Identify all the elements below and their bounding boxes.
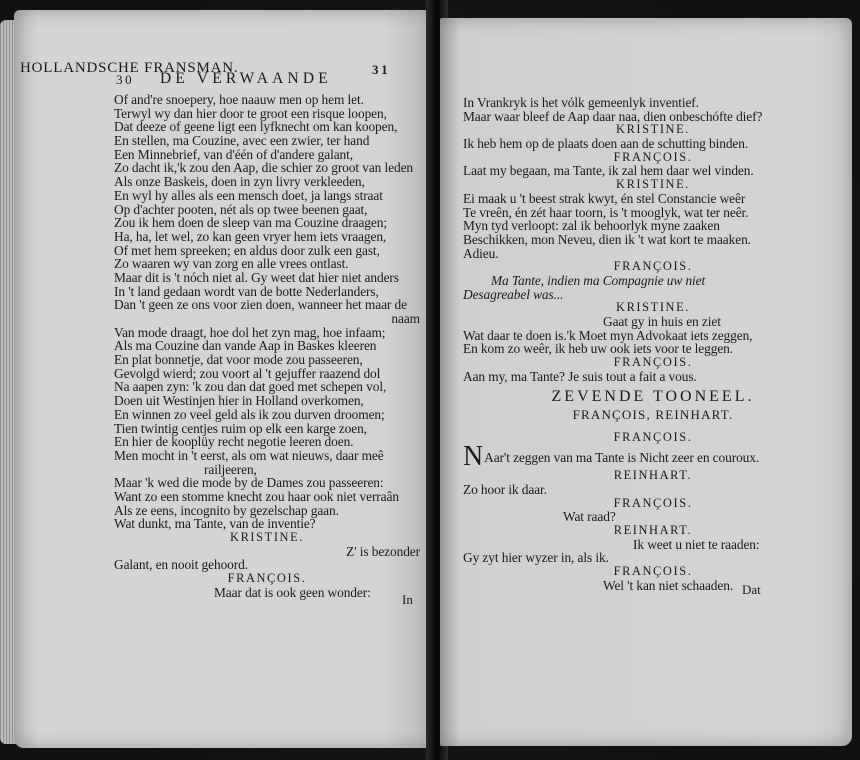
dialogue-line: Wel 't kan niet schaaden.	[603, 577, 734, 593]
text-line: Wat dunkt, ma Tante, van de inventie?	[114, 516, 316, 532]
speaker-name: FRANÇOIS.	[227, 571, 307, 586]
dialogue-line: Ma Tante, indien ma Compagnie uw niet	[491, 272, 706, 288]
text-line: Maar 'k wed die mode by de Dames zou passeeren:	[114, 475, 384, 491]
text-line: Van mode draagt, hoe dol het zyn mag, hoe infaam;	[114, 324, 386, 340]
dialogue-line: Zo hoor ik daar.	[463, 481, 547, 497]
text-line: In 't land gedaan wordt van de botte Nederlanders,	[114, 283, 379, 299]
right-page-number: 31	[372, 62, 391, 77]
dialogue-line: Ik weet u niet te raaden:	[633, 536, 760, 552]
text-line: Ha, ha, let wel, zo kan geen vryer hem iets vraagen,	[114, 228, 387, 244]
dialogue-line: Laat my begaan, ma Tante, ik zal hem daar wel vinden.	[463, 163, 754, 179]
right-running-head: HOLLANDSCHE FRANSMAN.	[20, 60, 239, 76]
dialogue-line: Aan my, ma Tante? Je suis tout a fait a vous.	[463, 368, 697, 384]
text-line: Zo waaren wy van zorg en alle vrees ontlast.	[114, 256, 349, 272]
text-line: Terwyl wy dan hier door te groot een risque loopen,	[114, 105, 387, 121]
dialogue-line: En kom zo weêr, ik heb uw ook iets voor te leggen.	[463, 341, 734, 357]
dialogue-line: Ei maak u 't beest strak kwyt, én stel Constancie weêr	[463, 190, 746, 206]
dialogue-line: Galant, en nooit gehoord.	[114, 557, 248, 573]
text-line: Men mocht in 't eerst, als om wat nieuws, daar meê	[114, 447, 384, 463]
left-page-text	[114, 93, 420, 599]
dialogue-line: Z' is bezonder	[346, 543, 420, 559]
dialogue-line: Te vreên, én zét haar toorn, is 't mooglyk, wat ter neêr.	[463, 204, 749, 220]
dialogue-line: Wat raad?	[563, 509, 616, 525]
text-line: En wyl hy alles als een mensch doet, ja langs straat	[114, 187, 383, 203]
right-page-text	[463, 96, 843, 592]
speaker-name: FRANÇOIS.	[613, 355, 693, 370]
text-line: En plat bonnetje, dat voor mode zou passeeren,	[114, 352, 363, 368]
dialogue-line: Aar't zeggen van ma Tante is Nicht zeer en couroux.	[484, 450, 760, 466]
speaker-name: KRISTINE.	[616, 122, 690, 137]
dialogue-line: Wat daar te doen is.'k Moet myn Advokaat iets zeggen,	[463, 327, 753, 343]
right-catchword: Dat	[742, 582, 761, 597]
text-line: Zo dacht ik,'k zou den Aap, die schier zo groot van leden	[114, 160, 414, 176]
text-line: Gevolgd wierd; zou voort al 't gejuffer raazend dol	[114, 365, 381, 381]
text-line: Een Minnebrief, van d'één of d'andere galant,	[114, 146, 354, 162]
left-running-head: DE VERWAANDE	[160, 70, 332, 87]
text-line-runover: railjeeren,	[204, 461, 257, 477]
dialogue-line: Desagreabel was...	[463, 286, 564, 302]
left-page-number: 30	[116, 72, 135, 87]
speaker-name: FRANÇOIS.	[613, 259, 693, 274]
text-line: Zou ik hem doen de sleep van ma Couzine draagen;	[114, 215, 387, 231]
text-line: In Vrankryk is het vólk gemeenlyk inventief.	[463, 95, 699, 110]
dialogue-line: Ik heb hem op de plaats doen aan de schutting binden.	[463, 136, 749, 152]
text-line: En winnen zo veel geld als ik zou durven droomen;	[114, 406, 385, 422]
text-line: Of and're snoepery, hoe naauw men op hem let.	[114, 92, 364, 107]
speaker-name: REINHART.	[613, 522, 693, 537]
text-line: Of met hem spreeken; en aldus door zulk een gast,	[114, 242, 380, 258]
text-line: Dan 't geen ze ons voor zien doen, wanneer het maar de	[114, 297, 407, 313]
dialogue-line: Beschikken, mon Neveu, dien ik 't wat kort te maaken.	[463, 231, 751, 247]
dialogue-line: Maar dat is ook geen wonder:	[214, 584, 371, 600]
speaker-name: FRANÇOIS.	[613, 563, 693, 578]
text-line: En hier de kooplüy recht negotie leeren doen.	[114, 434, 354, 450]
text-line: Als ma Couzine dan vande Aap in Baskes kleeren	[114, 338, 377, 354]
speaker-name: REINHART.	[613, 468, 693, 483]
dialogue-line-dropcap	[463, 441, 843, 473]
speaker-name: KRISTINE.	[616, 300, 690, 315]
text-line: Dat deeze of geene ligt een lyfknecht om kan koopen,	[114, 119, 398, 135]
text-line: Want zo een stomme knecht zou haar ook niet verraân	[114, 488, 399, 504]
text-line-runover: naam	[391, 311, 420, 326]
speaker-name: FRANÇOIS.	[613, 495, 693, 510]
speaker-name: FRANÇOIS.	[613, 430, 693, 445]
speaker-name: FRANÇOIS.	[613, 149, 693, 164]
text-line: Als onze Baskeis, doen in zyn livry verkleeden,	[114, 174, 365, 190]
dialogue-line: Gy zyt hier wyzer in, als ik.	[463, 550, 609, 566]
text-line: Op d'achter pooten, nét als op twee beenen gaat,	[114, 201, 368, 217]
dialogue-line: Myn tyd verloopt: zal ik behoorlyk myne zaaken	[463, 218, 720, 234]
text-line: Tien twintig centjes ruim op elk een karge zoen,	[114, 420, 367, 436]
text-line: Maar waar bleef de Aap daar naa, dien onbeschófte dief?	[463, 108, 763, 124]
speaker-name: KRISTINE.	[616, 177, 690, 192]
text-line: Als ze eens, incognito by gezelschap gaan.	[114, 502, 339, 518]
left-catchword: In	[402, 592, 413, 607]
scene-cast: FRANÇOIS, REINHART.	[572, 407, 734, 423]
speaker-name: KRISTINE.	[230, 530, 304, 544]
text-line: En stellen, ma Couzine, avec een zwier, ter hand	[114, 133, 370, 149]
text-line: Maar dit is 't nóch niet al. Gy weet dat hier niet anders	[114, 269, 399, 285]
dialogue-line: Gaat gy in huis en ziet	[603, 314, 721, 329]
text-line: Na aapen zyn: 'k zou dan dat goed met schepen vol,	[114, 379, 387, 395]
scene-title: ZEVENDE TOONEEL.	[551, 388, 755, 406]
drop-capital: N	[463, 441, 484, 473]
text-line: Doen uit Westinjen hier in Holland overkomen,	[114, 393, 364, 409]
dialogue-line: Adieu.	[463, 245, 499, 261]
